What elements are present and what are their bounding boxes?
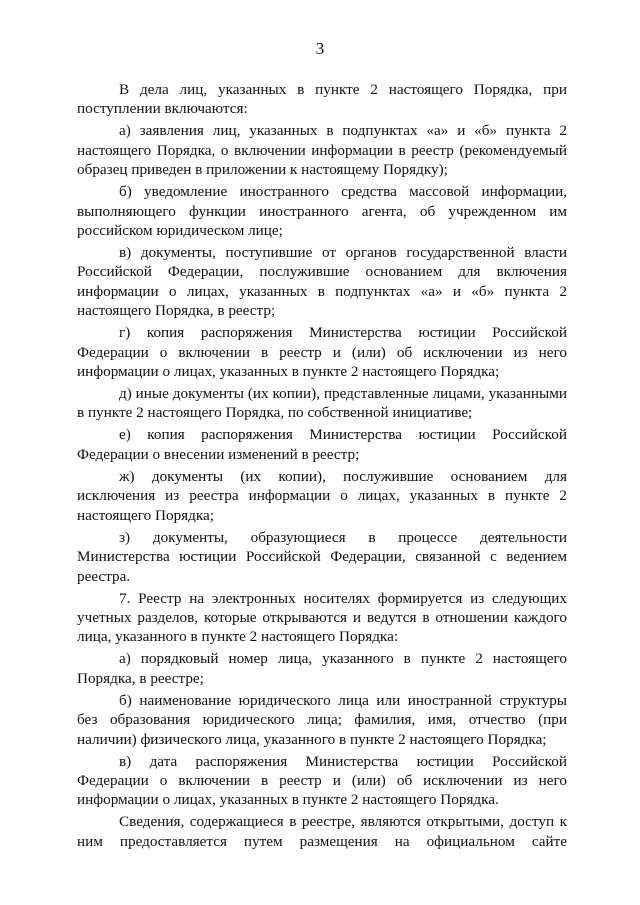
paragraph-section-7-item-b: б) наименование юридического лица или иностранной структуры без образования юридического лица; фамилия, имя, отчество (при наличии) физического лица, указанного в пункте 2 настоящего Порядка; <box>77 691 567 748</box>
paragraph-section-7-item-v: в) дата распоряжения Министерства юстиции Российской Федерации о включении в реестр и (или) об исключении из него информации о лицах, указанных в пункте 2 настоящего Порядка. <box>77 752 567 809</box>
paragraph-section-7-item-a: а) порядковый номер лица, указанного в пункте 2 настоящего Порядка, в реестре; <box>77 650 567 687</box>
paragraph-item-d-other-documents: д) иные документы (их копии), представленные лицами, указанными в пункте 2 настоящего Порядка, по собственной инициативе; <box>77 385 567 422</box>
paragraph-item-b-notification: б) уведомление иностранного средства массовой информации, выполняющего функции иностранного агента, об учрежденном им российском юридическом лице; <box>77 183 567 240</box>
paragraph-case-files-intro: В дела лиц, указанных в пункте 2 настоящего Порядка, при поступлении включаются: <box>77 81 567 118</box>
paragraph-section-7-registry: 7. Реестр на электронных носителях формируется из следующих учетных разделов, которые открываются и ведутся в отношении каждого лица, указанного в пункте 2 настоящего Порядка: <box>77 589 567 646</box>
document-body <box>77 80 567 854</box>
paragraph-item-zh-exclusion-documents: ж) документы (их копии), послужившие основанием для исключения из реестра информации о лицах, указанных в пункте 2 настоящего Порядка; <box>77 467 567 524</box>
paragraph-item-z-ministry-documents: з) документы, образующиеся в процессе деятельности Министерства юстиции Российской Федерации, связанной с ведением реестра. <box>77 528 567 585</box>
paragraph-item-v-documents: в) документы, поступившие от органов государственной власти Российской Федерации, послужившие основанием для включения информации о лицах, указанных в подпунктах «а» и «б» пункта 2 настоящего Порядка, в реестр; <box>77 244 567 320</box>
paragraph-item-a-applications: а) заявления лиц, указанных в подпунктах «а» и «б» пункта 2 настоящего Порядка, о включении информации в реестр (рекомендуемый образец приведен в приложении к настоящему Порядку); <box>77 122 567 179</box>
paragraph-item-g-order-copy: г) копия распоряжения Министерства юстиции Российской Федерации о включении в реестр и (или) об исключении из него информации о лицах, указанных в пункте 2 настоящего Порядка; <box>77 324 567 381</box>
paragraph-item-e-changes-order: е) копия распоряжения Министерства юстиции Российской Федерации о внесении изменений в реестр; <box>77 426 567 463</box>
page-number: 3 <box>315 39 325 58</box>
paragraph-public-access: Сведения, содержащиеся в реестре, являются открытыми, доступ к ним предоставляется путем размещения на официальном сайте <box>77 813 567 850</box>
